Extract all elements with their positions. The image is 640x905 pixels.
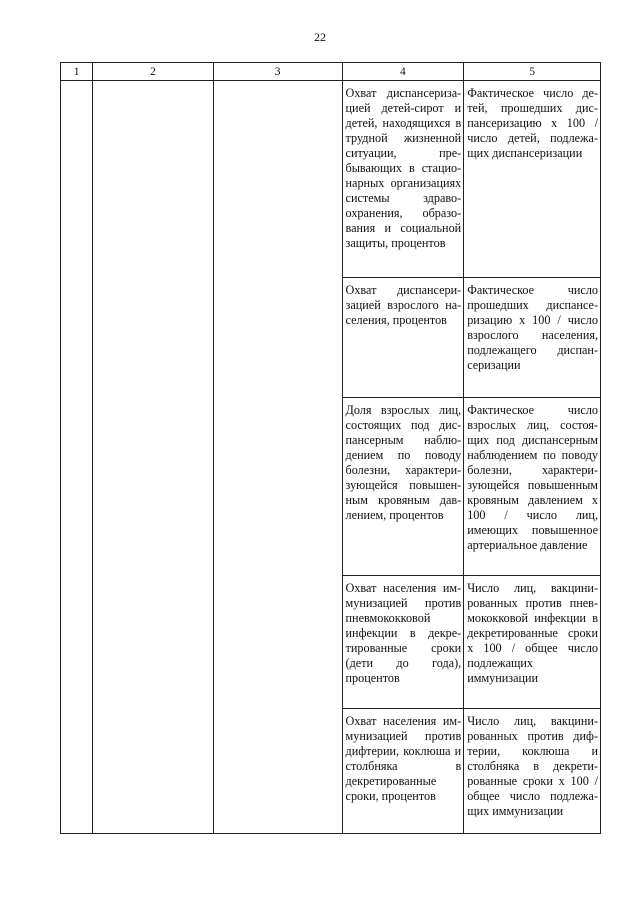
col1-cell bbox=[61, 81, 93, 834]
indicator-cell bbox=[342, 576, 464, 709]
formula-text: Число лиц, вакцинированных против дифтерии, коклюша и столбняка в декретированные сроки x 100 / общее число подлежащих иммунизации bbox=[467, 714, 598, 818]
formula-cell bbox=[464, 576, 601, 709]
indicator-cell bbox=[342, 81, 464, 278]
formula-text: Фактическое число детей, прошедших диспансеризацию x 100 / число детей, подлежащих диспансеризации bbox=[467, 86, 598, 160]
formula-cell bbox=[464, 398, 601, 576]
indicator-cell bbox=[342, 398, 464, 576]
col3-cell bbox=[213, 81, 342, 834]
formula-cell bbox=[464, 709, 601, 834]
indicator-cell bbox=[342, 278, 464, 398]
column-header-4: 4 bbox=[342, 63, 464, 81]
column-header-3: 3 bbox=[213, 63, 342, 81]
formula-text: Фактическое число прошедших диспансеризацию x 100 / число взрослого населения, подлежащего диспансеризации bbox=[467, 283, 598, 372]
indicator-text: Охват диспансеризацией взрослого населения, процентов bbox=[345, 283, 462, 327]
column-header-1: 1 bbox=[61, 63, 93, 81]
column-header-5: 5 bbox=[464, 63, 601, 81]
indicator-text: Охват населения иммунизацией против дифтерии, коклюша и столбняка в декретированные сроки, процентов bbox=[345, 714, 462, 803]
table-header-row bbox=[61, 63, 601, 81]
indicator-text: Охват диспансеризацией детей-сирот и детей, находящихся в трудной жизненной ситуации, пребывающих в стационарных организациях системы здравоохранения, образования и социальной защиты, процентов bbox=[345, 86, 462, 250]
col2-cell bbox=[93, 81, 214, 834]
indicator-text: Доля взрослых лиц, состоящих под диспансерным наблюдением по поводу болезни, характеризующейся повышенным кровяным давлением, процентов bbox=[345, 403, 462, 522]
formula-cell bbox=[464, 278, 601, 398]
table-row bbox=[61, 81, 601, 278]
column-header-2: 2 bbox=[93, 63, 214, 81]
formula-cell bbox=[464, 81, 601, 278]
indicators-table bbox=[60, 62, 601, 834]
indicator-cell bbox=[342, 709, 464, 834]
formula-text: Число лиц, вакцинированных против пневмококковой инфекции в декретированные сроки x 100 / общее число подлежащих иммунизации bbox=[467, 581, 598, 685]
page-number: 22 bbox=[314, 30, 326, 44]
indicator-text: Охват населения иммунизацией против пневмококковой инфекции в декретированные сроки (дети до года), процентов bbox=[345, 581, 462, 685]
formula-text: Фактическое число взрослых лиц, состоящих под диспансерным наблюдением по поводу болезни, характеризующейся повышенным кровяным давлением x 100 / число лиц, имеющих повышенное артериальное давление bbox=[467, 403, 598, 552]
